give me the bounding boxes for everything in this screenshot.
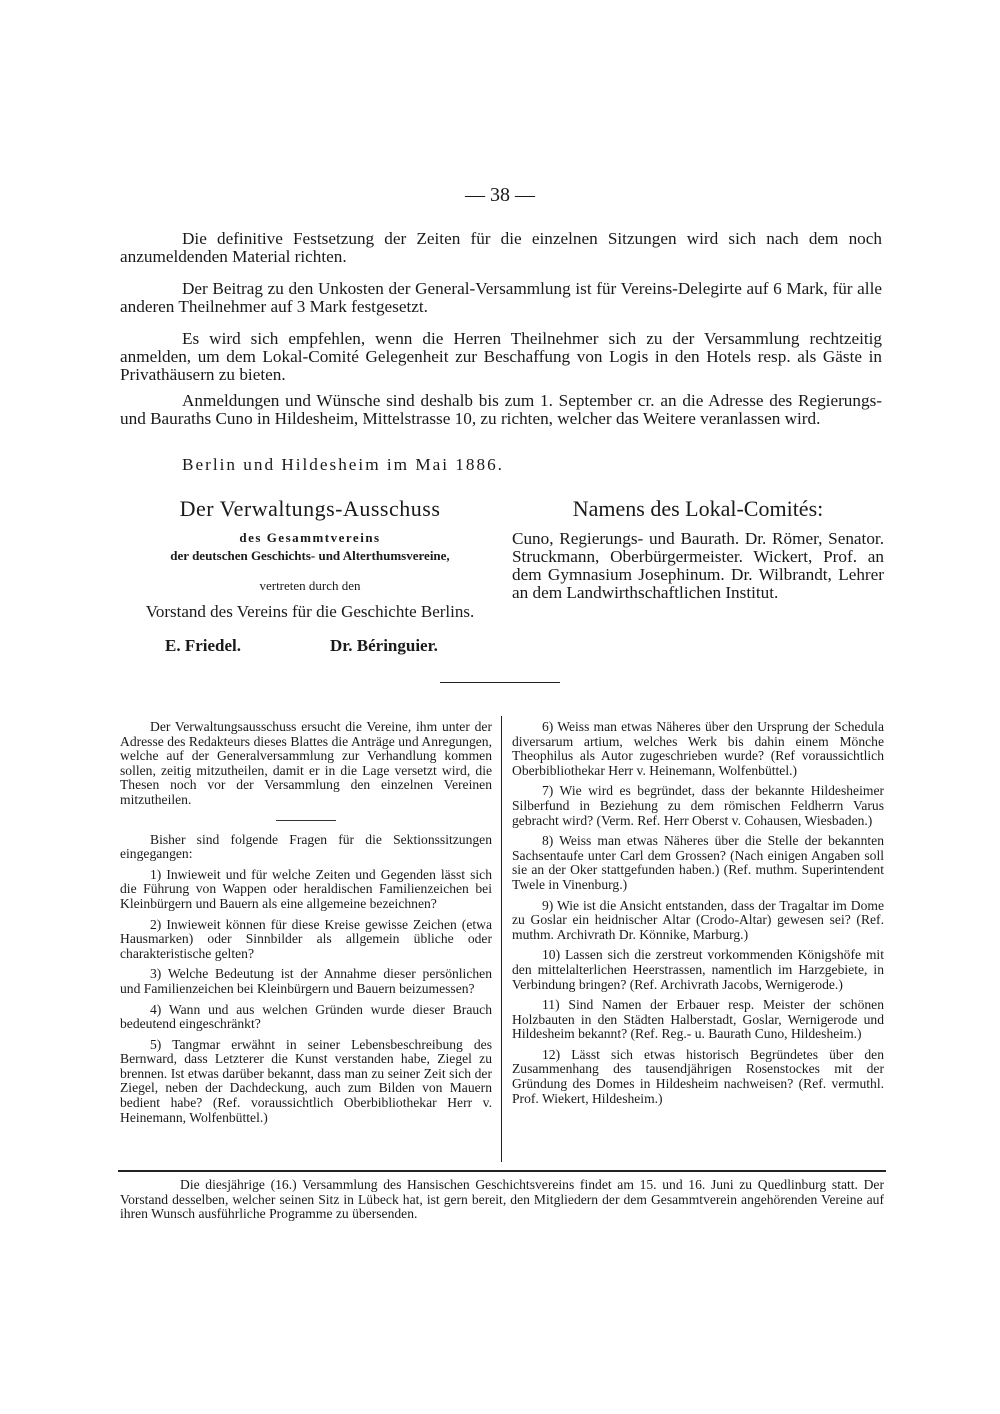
question-2: 2) Inwieweit können für diese Kreise gewisse Zeichen (etwa Hausmarken) oder Sinnbilder als allgemein übliche oder charakteristische gelten? <box>120 916 492 961</box>
question-7: 7) Wie wird es begründet, dass der bekannte Hildesheimer Silberfund in Beziehung zu dem römischen Feldherrn Varus gebracht wird? (Verm. Ref. Herr Oberst v. Cohausen, Wiesbaden.) <box>512 783 884 828</box>
left-signature-line4: Vorstand des Vereins für die Geschichte Berlins. <box>145 602 475 621</box>
questions-intro: Bisher sind folgende Fragen für die Sektionssitzungen eingegangen: <box>120 831 492 862</box>
left-column <box>120 720 492 1131</box>
committee-notice: Der Verwaltungsausschuss ersucht die Vereine, ihm unter der Adresse des Redakteurs dieses Blattes die Anträge und Anregungen, welche auf der Generalversammlung zur Verhandlung kommen sollen, zeitig mitzutheilen, damit er in die Lage versetzt wird, die Thesen noch vor der Versammlung den einzelnen Vereinen mitzutheilen. <box>120 719 492 807</box>
question-8: 8) Weiss man etwas Näheres über die Stelle der bekannten Sachsentaufe unter Carl dem Grossen? (Nach einigen Angaben soll sie an der Oker stattgefunden haben.) (Ref. muthm. Superintendent Twele in Vinenburg.) <box>512 833 884 892</box>
footer-note: Die diesjährige (16.) Versammlung des Hansischen Geschichtsvereins findet am 15. und 16. Juni zu Quedlinburg statt. Der Vorstand desselben, welcher seinen Sitz in Lübeck hat, ist gern bereit, den Mitgliedern der dem Gesammtverein angehörenden Vereine auf ihren Wunsch ausführliche Programme zu übersenden. <box>120 1177 884 1222</box>
right-signature-text: Cuno, Regierungs- und Baurath. Dr. Römer, Senator. Struckmann, Oberbürgermeister. Wickert, Prof. an dem Gymnasium Josephinum. Dr. Wilbrandt, Lehrer an dem Landwirthschaftlichen Institut. <box>512 529 884 602</box>
intro-paragraph-4: Anmeldungen und Wünsche sind deshalb bis zum 1. September cr. an die Adresse des Regierungs- und Bauraths Cuno in Hildesheim, Mittelstrasse 10, zu richten, welcher das Weitere veranlassen wird. <box>120 391 882 428</box>
left-signature-line2: der deutschen Geschichts- und Alterthumsvereine, <box>170 548 450 563</box>
question-9: 9) Wie ist die Ansicht entstanden, dass der Tragaltar im Dome zu Goslar ein heidnischer Altar (Crodo-Altar) gewesen sei? (Ref. muthm. Archivrath Dr. Könnike, Marburg.) <box>512 897 884 942</box>
question-4: 4) Wann und aus welchen Gründen wurde dieser Brauch bedeutend eingeschränkt? <box>120 1001 492 1032</box>
question-11: 11) Sind Namen der Erbauer resp. Meister der schönen Holzbauten in den Städten Halberstadt, Goslar, Wernigerode und Hildesheim bekannt? (Ref. Reg.- u. Baurath Cuno, Hildesheim.) <box>512 997 884 1042</box>
intro-paragraph-2: Der Beitrag zu den Unkosten der General-Versammlung ist für Vereins-Delegirte auf 6 Mark, für alle anderen Theilnehmer auf 3 Mark festgesetzt. <box>120 279 882 316</box>
column-rule <box>501 716 502 1162</box>
column-divider <box>276 820 336 821</box>
question-10: 10) Lassen sich die zerstreut vorkommenden Königshöfe mit den mittelalterlichen Heerstrassen, namentlich im Harzgebiete, in Verbindung bringen? (Ref. Archivrath Jacobs, Wernigerode.) <box>512 947 884 992</box>
intro-paragraph-1: Die definitive Festsetzung der Zeiten für die einzelnen Sitzungen wird sich nach dem noch anzumeldenden Material richten. <box>120 229 882 266</box>
right-column <box>512 720 884 1112</box>
question-5: 5) Tangmar erwähnt in seiner Lebensbeschreibung des Bernward, dass Letzterer die Kunst verstanden habe, Ziegel zu brennen. Ist etwas darüber bekannt, dass man zu seiner Zeit sich der Ziegel, neben der Dachdeckung, auch zum Bilden von Mauern bedient habe? (Ref. voraussichtlich Oberbibliothekar Herr v. Heinemann, Wolfenbüttel.) <box>120 1036 492 1125</box>
question-1: 1) Inwieweit und für welche Zeiten und Gegenden lässt sich die Führung von Wappen oder heraldischen Familienzeichen bei Kleinbürgern und Bauern als eine allgemeine bezeichnen? <box>120 866 492 911</box>
intro-paragraph-3: Es wird sich empfehlen, wenn die Herren Theilnehmer sich zu der Versammlung rechtzeitig anmelden, um dem Lokal-Comité Gelegenheit zur Beschaffung von Logis in den Hotels resp. als Gäste in Privathäusern zu bieten. <box>120 329 882 384</box>
left-signature-line1: des Gesammtvereins <box>239 530 381 545</box>
footer-rule <box>118 1170 886 1172</box>
right-signature-heading: Namens des Lokal-Comités: <box>572 496 824 521</box>
question-3: 3) Welche Bedeutung ist der Annahme dieser persönlichen und Familienzeichen bei Kleinbürgern und Bauern beizumessen? <box>120 966 492 996</box>
left-signature-heading: Der Verwaltungs-Ausschuss <box>179 496 441 521</box>
page-number: — 38 — <box>465 184 535 206</box>
signer-friedel: E. Friedel. <box>165 636 242 655</box>
signer-beringuier: Dr. Béringuier. <box>330 636 438 655</box>
section-divider <box>440 682 560 683</box>
left-signature-line3: vertreten durch den <box>259 578 361 593</box>
question-6: 6) Weiss man etwas Näheres über den Ursprung der Schedula diversarum artium, welches Werk bis dahin einem Mönche Theophilus als Autor zugeschrieben wurde? (Ref voraussichtlich Oberbibliothekar Herr v. Heinemann, Wolfenbüttel.) <box>512 719 884 778</box>
place-date: Berlin und Hildesheim im Mai 1886. <box>182 455 504 474</box>
question-12: 12) Lässt sich etwas historisch Begründetes über den Zusammenhang des tausendjährigen Rosenstockes mit der Gründung des Domes in Hildesheim nachweisen? (Ref. vermuthl. Prof. Wiekert, Hildesheim.) <box>512 1046 884 1106</box>
